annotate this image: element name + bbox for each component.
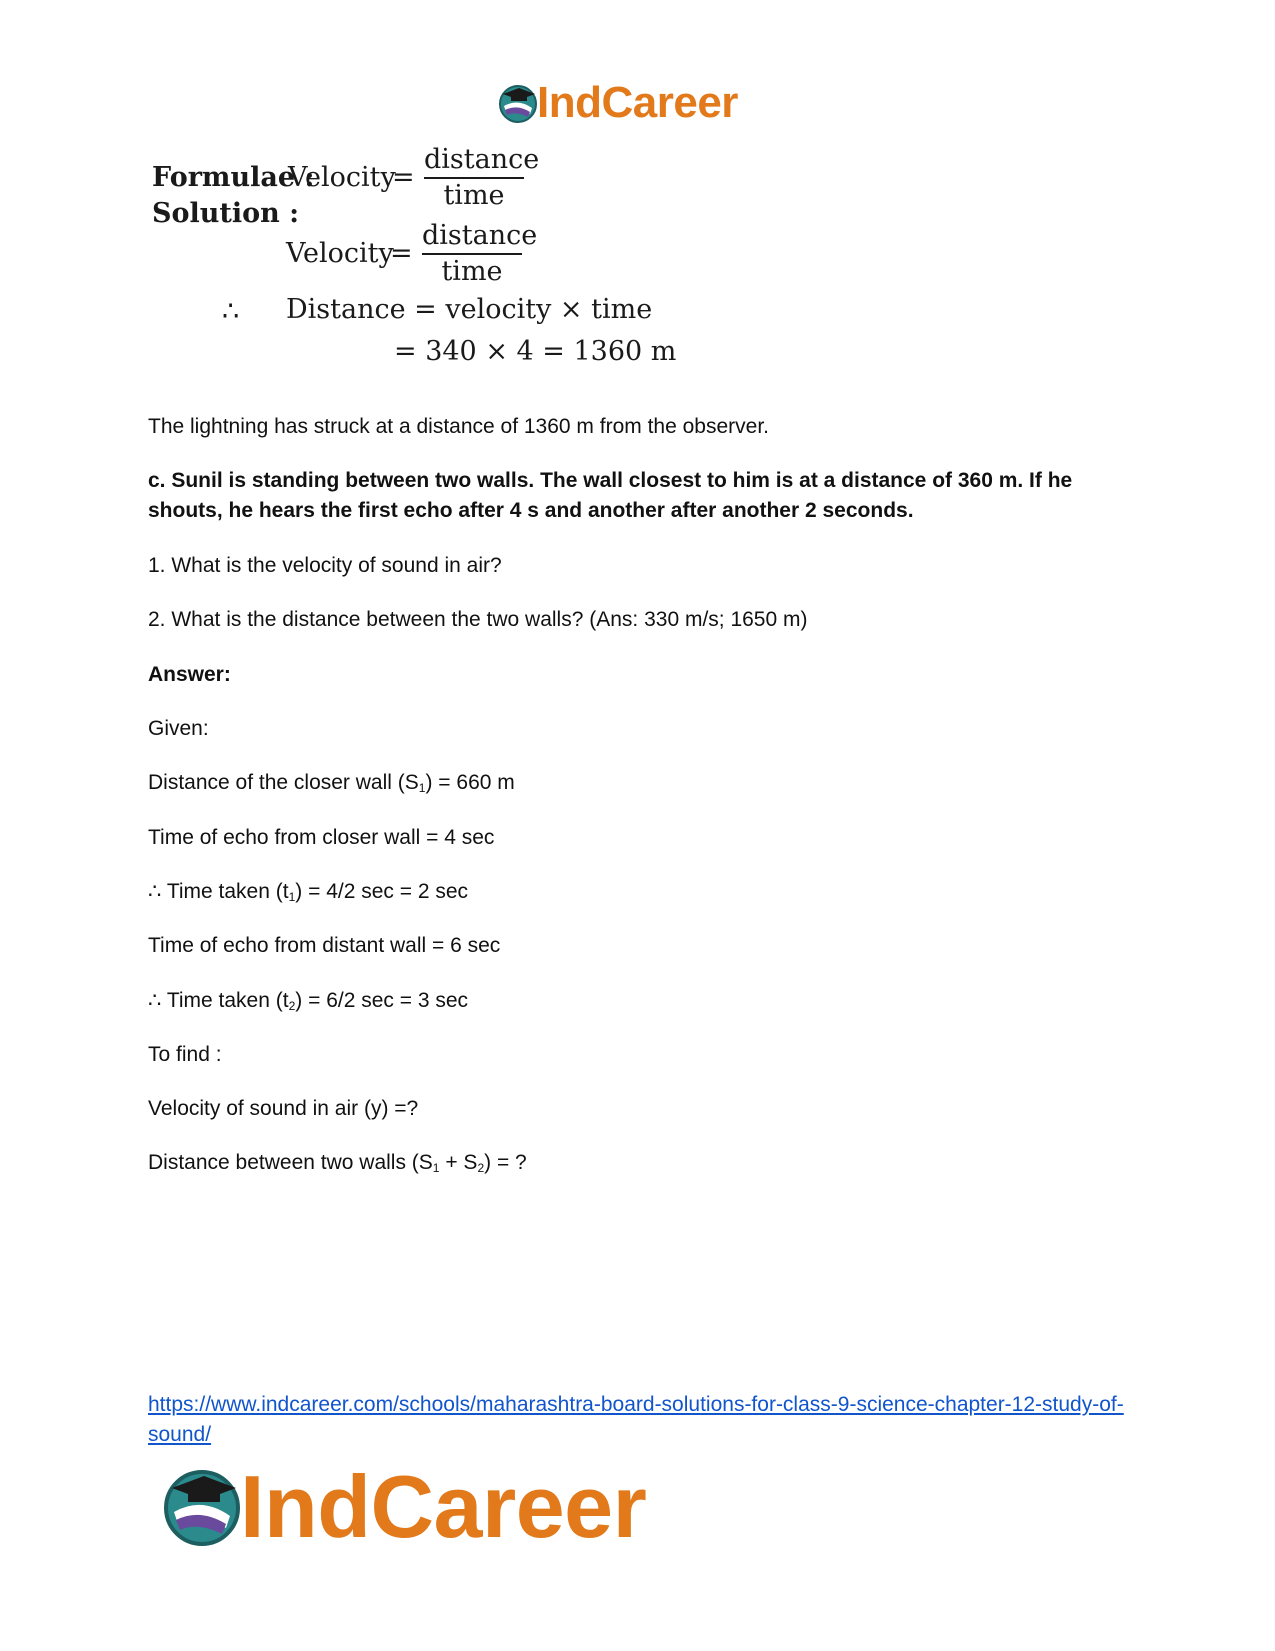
find-2-text: Distance between two walls (S — [148, 1151, 433, 1174]
velocity-term-1: Velocity — [288, 162, 396, 193]
given-5-text: ∴ Time taken (t — [148, 989, 289, 1012]
result-equation: = 340 × 4 = 1360 m — [394, 336, 677, 367]
graduation-globe-logo-icon — [497, 82, 539, 124]
given-echo-distant-wall: Time of echo from distant wall = 6 sec — [148, 934, 501, 957]
fraction-2-bar — [422, 253, 522, 255]
given-3-value: ) = 4/2 sec = 2 sec — [295, 880, 469, 903]
given-time-t2 — [148, 986, 468, 1021]
footer-logo-text: IndCareer — [240, 1457, 647, 1556]
tofind-label: To find : — [148, 1043, 222, 1066]
source-link[interactable]: https://www.indcareer.com/schools/maharashtra-board-solutions-for-class-9-science-chapter-12-study-of-sound/ — [148, 1393, 1124, 1446]
given-3-text: ∴ Time taken (t — [148, 880, 289, 903]
distance-equation: Distance = velocity × time — [286, 294, 653, 325]
fraction-2-denominator: time — [441, 256, 503, 287]
given-echo-closer-wall: Time of echo from closer wall = 4 sec — [148, 826, 495, 849]
given-label: Given: — [148, 717, 209, 740]
question-2: 2. What is the distance between the two walls? (Ans: 330 m/s; 1650 m) — [148, 608, 808, 631]
fraction-2 — [422, 220, 538, 288]
find-2-value: ) = ? — [484, 1151, 527, 1174]
formula-block — [152, 144, 712, 388]
equals-2: = — [390, 238, 413, 269]
given-1-value: ) = 660 m — [425, 771, 515, 794]
find-2-plus: + S — [439, 1151, 478, 1174]
find-distance-walls — [148, 1148, 527, 1183]
given-1-text: Distance of the closer wall (S — [148, 771, 419, 794]
given-5-subscript: 2 — [288, 999, 296, 1013]
question-c: c. Sunil is standing between two walls. The wall closest to him is at a distance of 360 m. If he shouts, he hears the first echo after 4 s and another after another 2 seconds. — [148, 469, 1073, 522]
footer-logo — [160, 1457, 700, 1556]
question-1: 1. What is the velocity of sound in air? — [148, 554, 502, 577]
find-2-subscript-2: 2 — [477, 1161, 485, 1175]
velocity-term-2: Velocity — [286, 238, 394, 269]
header-logo-text: IndCareer — [537, 78, 738, 127]
fraction-2-numerator: distance — [422, 220, 538, 251]
therefore-symbol: ∴ — [222, 296, 240, 327]
paragraph-lightning: The lightning has struck at a distance of 1360 m from the observer. — [148, 415, 769, 438]
graduation-globe-logo-icon — [160, 1464, 244, 1548]
fraction-1 — [424, 144, 540, 212]
fraction-1-bar — [424, 177, 524, 179]
given-time-t1 — [148, 877, 468, 912]
answer-label: Answer: — [148, 663, 231, 686]
find-2-subscript-1: 1 — [432, 1161, 440, 1175]
solution-label: Solution : — [152, 198, 300, 229]
formulae-label: Formulae : — [152, 162, 315, 193]
given-1-subscript: 1 — [418, 781, 426, 795]
equals-1: = — [392, 162, 415, 193]
fraction-1-denominator: time — [443, 180, 505, 211]
header-logo — [497, 80, 767, 128]
fraction-1-numerator: distance — [424, 144, 540, 175]
given-5-value: ) = 6/2 sec = 3 sec — [295, 989, 469, 1012]
given-distance-closer-wall — [148, 768, 515, 803]
find-velocity: Velocity of sound in air (y) =? — [148, 1097, 419, 1120]
given-3-subscript: 1 — [288, 890, 296, 904]
